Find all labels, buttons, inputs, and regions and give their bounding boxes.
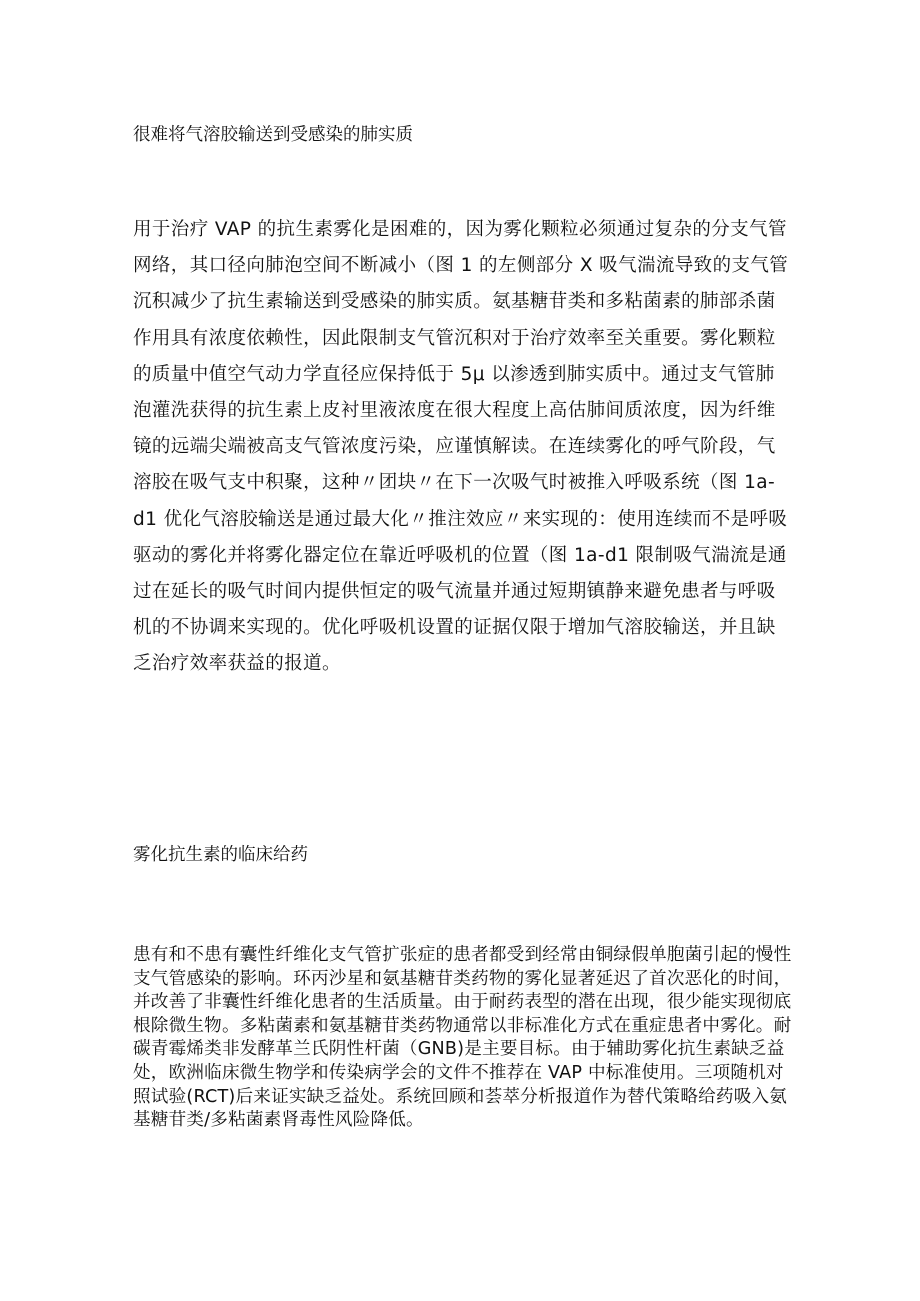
section-heading-clinical-administration: 雾化抗生素的临床给药 <box>133 845 308 865</box>
section-heading-aerosol-delivery: 很难将气溶胶输送到受感染的肺实质 <box>133 125 413 145</box>
section-paragraph-clinical-administration: 患有和不患有囊性纤维化支气管扩张症的患者都受到经常由铜绿假单胞菌引起的慢性支气管感染的影响。环丙沙星和氨基糖苷类药物的雾化显著延迟了首次恶化的时间，并改善了非囊性纤维化患者的生活质量。由于耐药表型的潜在出现，很少能实现彻底根除微生物。多粘菌素和氨基糖苷类药物通常以非标准化方式在重症患者中雾化。耐碳青霉烯类非发酵革兰氏阴性杆菌（GNB)是主要目标。由于辅助雾化抗生素缺乏益处，欧洲临床微生物学和传染病学会的文件不推荐在 VAP 中标准使用。三项随机对照试验(RCT)后来证实缺乏益处。系统回顾和荟萃分析报道作为替代策略给药吸入氨基糖苷类/多粘菌素肾毒性风险降低。 <box>133 945 792 1131</box>
section-paragraph-aerosol-delivery: 用于治疗 VAP 的抗生素雾化是困难的，因为雾化颗粒必须通过复杂的分支气管网络，其口径向肺泡空间不断减小（图 1 的左侧部分 X 吸气湍流导致的支气管沉积减少了抗生素输送到受感染的肺实质。氨基糖苷类和多粘菌素的肺部杀菌作用具有浓度依赖性，因此限制支气管沉积对于治疗效率至关重要。雾化颗粒的质量中值空气动力学直径应保持低于 5μ 以渗透到肺实质中。通过支气管肺泡灌洗获得的抗生素上皮衬里液浓度在很大程度上高估肺间质浓度，因为纤维镜的远端尖端被高支气管浓度污染，应谨慎解读。在连续雾化的呼气阶段，气溶胶在吸气支中积聚，这种〃团块〃在下一次吸气时被推入呼吸系统（图 1a-d1 优化气溶胶输送是通过最大化〃推注效应〃来实现的：使用连续而不是呼吸驱动的雾化并将雾化器定位在靠近呼吸机的位置（图 1a-d1 限制吸气湍流是通过在延长的吸气时间内提供恒定的吸气流量并通过短期镇静来避免患者与呼吸机的不协调来实现的。优化呼吸机设置的证据仅限于增加气溶胶输送，并且缺乏治疗效率获益的报道。 <box>133 219 789 675</box>
